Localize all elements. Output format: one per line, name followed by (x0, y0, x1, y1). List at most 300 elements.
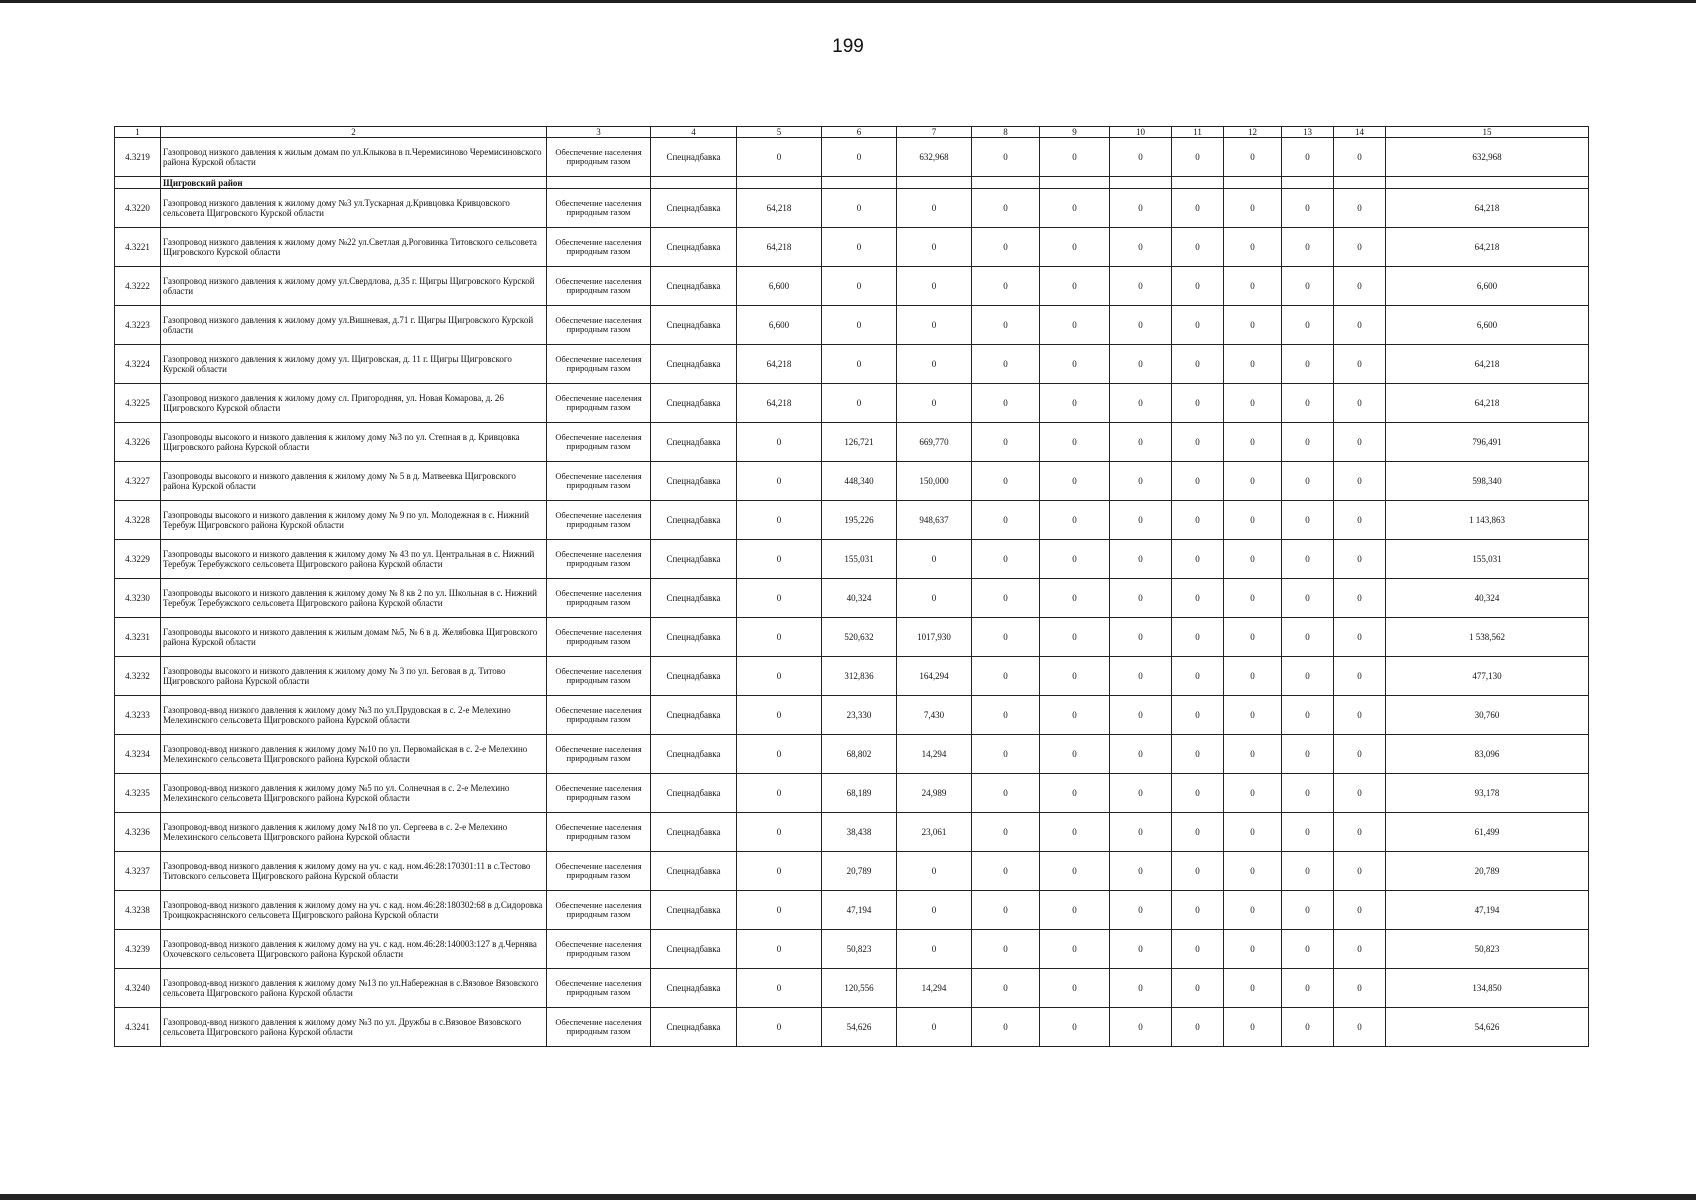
total-cell: 47,194 (1386, 891, 1589, 930)
value-cell: 126,721 (822, 423, 897, 462)
value-cell: 0 (1040, 969, 1110, 1008)
value-cell: 0 (1334, 813, 1386, 852)
col-header: 4 (651, 127, 737, 138)
row-number: 4.3232 (115, 657, 161, 696)
value-cell: 0 (737, 696, 822, 735)
project-name: Газопровод низкого давления к жилому дому ул. Щигровская, д. 11 г. Щигры Щигровского Курской области (161, 345, 547, 384)
col-header: 1 (115, 127, 161, 138)
value-cell: 0 (1224, 540, 1282, 579)
value-cell: 64,218 (737, 384, 822, 423)
value-cell: 0 (972, 384, 1040, 423)
table-row (115, 1008, 1589, 1047)
value-cell: 0 (1040, 852, 1110, 891)
row-number: 4.3224 (115, 345, 161, 384)
project-purpose: Обеспечение населения природным газом (547, 189, 651, 228)
value-cell: 0 (737, 138, 822, 177)
value-cell: 0 (1334, 228, 1386, 267)
value-cell: 0 (972, 618, 1040, 657)
value-cell: 0 (972, 267, 1040, 306)
value-cell: 0 (1282, 306, 1334, 345)
value-cell: 0 (1224, 774, 1282, 813)
value-cell: 0 (1040, 501, 1110, 540)
value-cell: 0 (1110, 267, 1172, 306)
total-cell: 64,218 (1386, 189, 1589, 228)
total-cell: 64,218 (1386, 384, 1589, 423)
value-cell: 0 (822, 189, 897, 228)
value-cell: 0 (1110, 501, 1172, 540)
value-cell: 150,000 (897, 462, 972, 501)
value-cell: 0 (1224, 813, 1282, 852)
funding-source: Спецнадбавка (651, 423, 737, 462)
value-cell: 0 (1224, 423, 1282, 462)
value-cell: 0 (822, 267, 897, 306)
project-name: Газопровод-ввод низкого давления к жилому дому №10 по ул. Первомайская в с. 2-е Мелехино Мелехинского сельсовета Щигровского района Курской области (161, 735, 547, 774)
value-cell: 0 (1172, 384, 1224, 423)
value-cell: 0 (1334, 384, 1386, 423)
value-cell: 0 (1172, 930, 1224, 969)
value-cell: 0 (1224, 138, 1282, 177)
value-cell: 0 (1224, 1008, 1282, 1047)
value-cell: 0 (737, 618, 822, 657)
table-row (115, 228, 1589, 267)
value-cell: 0 (1224, 306, 1282, 345)
value-cell: 0 (1224, 267, 1282, 306)
total-cell: 50,823 (1386, 930, 1589, 969)
row-number: 4.3222 (115, 267, 161, 306)
funding-source: Спецнадбавка (651, 138, 737, 177)
value-cell: 0 (1224, 462, 1282, 501)
col-header: 7 (897, 127, 972, 138)
row-number: 4.3231 (115, 618, 161, 657)
row-number: 4.3221 (115, 228, 161, 267)
value-cell: 0 (1040, 930, 1110, 969)
total-cell: 1 143,863 (1386, 501, 1589, 540)
project-name: Газопровод-ввод низкого давления к жилому дому на уч. с кад. ном.46:28:170301:11 в с.Тестово Титовского сельсовета Щигровского района Курской области (161, 852, 547, 891)
value-cell: 0 (1282, 1008, 1334, 1047)
value-cell: 0 (1282, 735, 1334, 774)
value-cell: 0 (1334, 462, 1386, 501)
value-cell: 0 (1172, 774, 1224, 813)
empty-cell (1224, 177, 1282, 189)
value-cell: 0 (1334, 189, 1386, 228)
col-header: 6 (822, 127, 897, 138)
value-cell: 0 (1172, 501, 1224, 540)
project-name: Газопроводы высокого и низкого давления к жилому дому № 9 по ул. Молодежная в с. Нижний Теребуж Щигровского района Курской области (161, 501, 547, 540)
value-cell: 0 (822, 228, 897, 267)
row-number: 4.3239 (115, 930, 161, 969)
value-cell: 0 (1040, 423, 1110, 462)
row-number: 4.3235 (115, 774, 161, 813)
row-number: 4.3230 (115, 579, 161, 618)
value-cell: 0 (737, 930, 822, 969)
value-cell: 669,770 (897, 423, 972, 462)
empty-cell (547, 177, 651, 189)
value-cell: 1017,930 (897, 618, 972, 657)
value-cell: 0 (1110, 696, 1172, 735)
value-cell: 0 (972, 540, 1040, 579)
funding-source: Спецнадбавка (651, 969, 737, 1008)
value-cell: 0 (972, 501, 1040, 540)
col-header: 15 (1386, 127, 1589, 138)
value-cell: 0 (1110, 735, 1172, 774)
value-cell: 0 (1282, 852, 1334, 891)
project-name: Газопровод низкого давления к жилому дому ул.Вишневая, д.71 г. Щигры Щигровского Курской области (161, 306, 547, 345)
total-cell: 54,626 (1386, 1008, 1589, 1047)
funding-source: Спецнадбавка (651, 774, 737, 813)
value-cell: 0 (897, 930, 972, 969)
value-cell: 0 (1334, 501, 1386, 540)
value-cell: 0 (1334, 696, 1386, 735)
value-cell: 0 (972, 969, 1040, 1008)
value-cell: 120,556 (822, 969, 897, 1008)
col-header: 10 (1110, 127, 1172, 138)
value-cell: 0 (737, 969, 822, 1008)
value-cell: 0 (1172, 267, 1224, 306)
total-cell: 40,324 (1386, 579, 1589, 618)
funding-source: Спецнадбавка (651, 930, 737, 969)
project-name: Газопроводы высокого и низкого давления к жилому дому № 8 кв 2 по ул. Школьная в с. Нижний Теребуж Теребужского сельсовета Щигровского района Курской области (161, 579, 547, 618)
row-number: 4.3226 (115, 423, 161, 462)
value-cell: 0 (972, 423, 1040, 462)
value-cell: 0 (737, 813, 822, 852)
value-cell: 0 (737, 774, 822, 813)
value-cell: 0 (1224, 345, 1282, 384)
empty-cell (822, 177, 897, 189)
funding-source: Спецнадбавка (651, 306, 737, 345)
table-row (115, 384, 1589, 423)
value-cell: 0 (1040, 657, 1110, 696)
value-cell: 0 (1334, 657, 1386, 696)
col-header: 5 (737, 127, 822, 138)
project-purpose: Обеспечение населения природным газом (547, 891, 651, 930)
row-number: 4.3219 (115, 138, 161, 177)
project-name: Газопровод низкого давления к жилому дому сл. Пригородняя, ул. Новая Комарова, д. 26 Щигровского Курской области (161, 384, 547, 423)
value-cell: 0 (737, 579, 822, 618)
funding-source: Спецнадбавка (651, 267, 737, 306)
project-name: Газопровод-ввод низкого давления к жилому дому на уч. с кад. ном.46:28:140003:127 в д.Чернява Охочевского сельсовета Щигровского района Курской области (161, 930, 547, 969)
value-cell: 0 (972, 228, 1040, 267)
value-cell: 0 (1110, 657, 1172, 696)
value-cell: 0 (1172, 969, 1224, 1008)
value-cell: 0 (1224, 618, 1282, 657)
empty-cell (1282, 177, 1334, 189)
value-cell: 24,989 (897, 774, 972, 813)
value-cell: 0 (1334, 138, 1386, 177)
table-row (115, 618, 1589, 657)
value-cell: 0 (822, 306, 897, 345)
empty-cell (1334, 177, 1386, 189)
table-row (115, 462, 1589, 501)
table-row (115, 891, 1589, 930)
table-row (115, 345, 1589, 384)
value-cell: 0 (1282, 540, 1334, 579)
funding-source: Спецнадбавка (651, 501, 737, 540)
project-name: Газопровод-ввод низкого давления к жилому дому №18 по ул. Сергеева в с. 2-е Мелехино Мелехинского сельсовета Щигровского района Курской области (161, 813, 547, 852)
value-cell: 0 (1334, 969, 1386, 1008)
table-row (115, 189, 1589, 228)
value-cell: 0 (1110, 462, 1172, 501)
table-row (115, 852, 1589, 891)
value-cell: 520,632 (822, 618, 897, 657)
row-number: 4.3237 (115, 852, 161, 891)
value-cell: 0 (1282, 696, 1334, 735)
value-cell: 0 (1224, 228, 1282, 267)
row-number: 4.3220 (115, 189, 161, 228)
total-cell: 83,096 (1386, 735, 1589, 774)
col-header: 13 (1282, 127, 1334, 138)
project-name: Газопроводы высокого и низкого давления к жилому дому № 3 по ул. Беговая в д. Титово Щигровского района Курской области (161, 657, 547, 696)
value-cell: 0 (1172, 462, 1224, 501)
empty-cell (897, 177, 972, 189)
value-cell: 0 (1040, 618, 1110, 657)
value-cell: 0 (822, 345, 897, 384)
value-cell: 0 (737, 735, 822, 774)
value-cell: 0 (1224, 501, 1282, 540)
empty-cell (1172, 177, 1224, 189)
table-row (115, 813, 1589, 852)
project-purpose: Обеспечение населения природным газом (547, 138, 651, 177)
project-name: Газопровод-ввод низкого давления к жилому дому №3 по ул.Прудовская в с. 2-е Мелехино Мелехинского сельсовета Щигровского района Курской области (161, 696, 547, 735)
value-cell: 0 (1224, 852, 1282, 891)
row-number: 4.3227 (115, 462, 161, 501)
value-cell: 0 (737, 462, 822, 501)
col-header: 8 (972, 127, 1040, 138)
page-number: 199 (832, 36, 864, 57)
row-number: 4.3223 (115, 306, 161, 345)
value-cell: 0 (1040, 267, 1110, 306)
funding-source: Спецнадбавка (651, 891, 737, 930)
value-cell: 0 (1172, 813, 1224, 852)
project-purpose: Обеспечение населения природным газом (547, 423, 651, 462)
value-cell: 0 (1282, 423, 1334, 462)
value-cell: 0 (1334, 306, 1386, 345)
table-row (115, 540, 1589, 579)
value-cell: 0 (1110, 189, 1172, 228)
project-name: Газопровод низкого давления к жилому дому №22 ул.Светлая д.Роговинка Титовского сельсовета Щигровского Курской области (161, 228, 547, 267)
value-cell: 0 (972, 930, 1040, 969)
project-purpose: Обеспечение населения природным газом (547, 462, 651, 501)
value-cell: 0 (972, 345, 1040, 384)
value-cell: 0 (897, 189, 972, 228)
investment-program-table (114, 126, 1589, 1047)
value-cell: 0 (1334, 579, 1386, 618)
value-cell: 0 (972, 462, 1040, 501)
value-cell: 0 (1334, 930, 1386, 969)
total-cell: 6,600 (1386, 267, 1589, 306)
row-number: 4.3241 (115, 1008, 161, 1047)
col-header: 2 (161, 127, 547, 138)
value-cell: 0 (1110, 384, 1172, 423)
value-cell: 0 (1282, 228, 1334, 267)
value-cell: 47,194 (822, 891, 897, 930)
funding-source: Спецнадбавка (651, 657, 737, 696)
value-cell: 64,218 (737, 228, 822, 267)
value-cell: 0 (1040, 384, 1110, 423)
value-cell: 448,340 (822, 462, 897, 501)
project-purpose: Обеспечение населения природным газом (547, 735, 651, 774)
value-cell: 0 (737, 852, 822, 891)
col-header: 3 (547, 127, 651, 138)
project-name: Газопроводы высокого и низкого давления к жилому дому № 5 в д. Матвеевка Щигровского района Курской области (161, 462, 547, 501)
value-cell: 155,031 (822, 540, 897, 579)
table-row (115, 501, 1589, 540)
table-row (115, 969, 1589, 1008)
total-cell: 64,218 (1386, 345, 1589, 384)
project-name: Газопровод-ввод низкого давления к жилому дому №13 по ул.Набережная в с.Вязовое Вязовского сельсовета Щигровского района Курской области (161, 969, 547, 1008)
value-cell: 0 (972, 813, 1040, 852)
funding-source: Спецнадбавка (651, 189, 737, 228)
project-purpose: Обеспечение населения природным газом (547, 540, 651, 579)
value-cell: 0 (1040, 813, 1110, 852)
empty-cell (737, 177, 822, 189)
total-cell: 155,031 (1386, 540, 1589, 579)
value-cell: 0 (737, 423, 822, 462)
value-cell: 0 (1224, 969, 1282, 1008)
value-cell: 0 (1334, 735, 1386, 774)
value-cell: 0 (737, 501, 822, 540)
funding-source: Спецнадбавка (651, 540, 737, 579)
empty-cell (651, 177, 737, 189)
project-purpose: Обеспечение населения природным газом (547, 579, 651, 618)
value-cell: 68,802 (822, 735, 897, 774)
table-row (115, 423, 1589, 462)
value-cell: 0 (1282, 267, 1334, 306)
value-cell: 0 (1172, 228, 1224, 267)
value-cell: 0 (1110, 138, 1172, 177)
value-cell: 0 (737, 657, 822, 696)
value-cell: 0 (1110, 930, 1172, 969)
value-cell: 0 (1110, 891, 1172, 930)
value-cell: 312,836 (822, 657, 897, 696)
project-purpose: Обеспечение населения природным газом (547, 813, 651, 852)
funding-source: Спецнадбавка (651, 735, 737, 774)
value-cell: 0 (1040, 462, 1110, 501)
value-cell: 0 (1282, 618, 1334, 657)
project-purpose: Обеспечение населения природным газом (547, 969, 651, 1008)
value-cell: 0 (1282, 501, 1334, 540)
value-cell: 0 (972, 1008, 1040, 1047)
value-cell: 0 (972, 657, 1040, 696)
funding-source: Спецнадбавка (651, 384, 737, 423)
table-row (115, 774, 1589, 813)
value-cell: 0 (1334, 423, 1386, 462)
value-cell: 0 (897, 891, 972, 930)
value-cell: 0 (1224, 384, 1282, 423)
value-cell: 0 (737, 891, 822, 930)
value-cell: 0 (822, 384, 897, 423)
value-cell: 0 (1334, 267, 1386, 306)
table-row (115, 735, 1589, 774)
value-cell: 0 (1040, 696, 1110, 735)
project-purpose: Обеспечение населения природным газом (547, 1008, 651, 1047)
table-row (115, 306, 1589, 345)
value-cell: 0 (1172, 852, 1224, 891)
value-cell: 0 (822, 138, 897, 177)
funding-source: Спецнадбавка (651, 618, 737, 657)
project-purpose: Обеспечение населения природным газом (547, 618, 651, 657)
empty-cell (972, 177, 1040, 189)
bottom-border-rule (0, 1194, 1696, 1200)
value-cell: 0 (1040, 345, 1110, 384)
value-cell: 0 (1110, 345, 1172, 384)
value-cell: 0 (1224, 657, 1282, 696)
value-cell: 64,218 (737, 189, 822, 228)
value-cell: 0 (1172, 891, 1224, 930)
value-cell: 0 (1040, 540, 1110, 579)
value-cell: 0 (1172, 618, 1224, 657)
value-cell: 0 (972, 852, 1040, 891)
total-cell: 93,178 (1386, 774, 1589, 813)
total-cell: 598,340 (1386, 462, 1589, 501)
table-body (115, 138, 1589, 1047)
value-cell: 0 (1040, 1008, 1110, 1047)
value-cell: 0 (972, 891, 1040, 930)
value-cell: 0 (1282, 189, 1334, 228)
region-spacer (115, 177, 161, 189)
value-cell: 0 (1040, 735, 1110, 774)
col-header: 11 (1172, 127, 1224, 138)
value-cell: 948,637 (897, 501, 972, 540)
value-cell: 0 (1224, 891, 1282, 930)
value-cell: 0 (1040, 306, 1110, 345)
value-cell: 0 (1110, 540, 1172, 579)
project-name: Газопровод низкого давления к жилым домам по ул.Клыкова в п.Черемисиново Черемисиновского района Курской области (161, 138, 547, 177)
row-number: 4.3225 (115, 384, 161, 423)
value-cell: 0 (1224, 930, 1282, 969)
value-cell: 0 (1110, 228, 1172, 267)
value-cell: 0 (1334, 1008, 1386, 1047)
value-cell: 0 (1110, 306, 1172, 345)
value-cell: 0 (1110, 579, 1172, 618)
project-purpose: Обеспечение населения природным газом (547, 657, 651, 696)
project-purpose: Обеспечение населения природным газом (547, 267, 651, 306)
value-cell: 0 (897, 384, 972, 423)
project-purpose: Обеспечение населения природным газом (547, 306, 651, 345)
value-cell: 0 (1334, 540, 1386, 579)
project-purpose: Обеспечение населения природным газом (547, 384, 651, 423)
value-cell: 50,823 (822, 930, 897, 969)
value-cell: 0 (897, 306, 972, 345)
empty-cell (1040, 177, 1110, 189)
project-name: Газопровод-ввод низкого давления к жилому дому на уч. с кад. ном.46:28:180302:68 в д.Сидоровка Троицкокраснянского сельсовета Щигровского района Курской области (161, 891, 547, 930)
value-cell: 0 (1110, 423, 1172, 462)
value-cell: 632,968 (897, 138, 972, 177)
funding-source: Спецнадбавка (651, 462, 737, 501)
empty-cell (1386, 177, 1589, 189)
funding-source: Спецнадбавка (651, 813, 737, 852)
total-cell: 632,968 (1386, 138, 1589, 177)
value-cell: 0 (1282, 384, 1334, 423)
project-purpose: Обеспечение населения природным газом (547, 696, 651, 735)
total-cell: 30,760 (1386, 696, 1589, 735)
value-cell: 0 (1334, 345, 1386, 384)
funding-source: Спецнадбавка (651, 696, 737, 735)
value-cell: 54,626 (822, 1008, 897, 1047)
value-cell: 38,438 (822, 813, 897, 852)
value-cell: 0 (1172, 138, 1224, 177)
value-cell: 0 (897, 345, 972, 384)
row-number: 4.3228 (115, 501, 161, 540)
value-cell: 68,189 (822, 774, 897, 813)
project-purpose: Обеспечение населения природным газом (547, 501, 651, 540)
value-cell: 0 (1040, 189, 1110, 228)
value-cell: 0 (1040, 138, 1110, 177)
value-cell: 0 (1334, 891, 1386, 930)
project-purpose: Обеспечение населения природным газом (547, 852, 651, 891)
row-number: 4.3238 (115, 891, 161, 930)
value-cell: 0 (1224, 579, 1282, 618)
value-cell: 0 (1040, 774, 1110, 813)
